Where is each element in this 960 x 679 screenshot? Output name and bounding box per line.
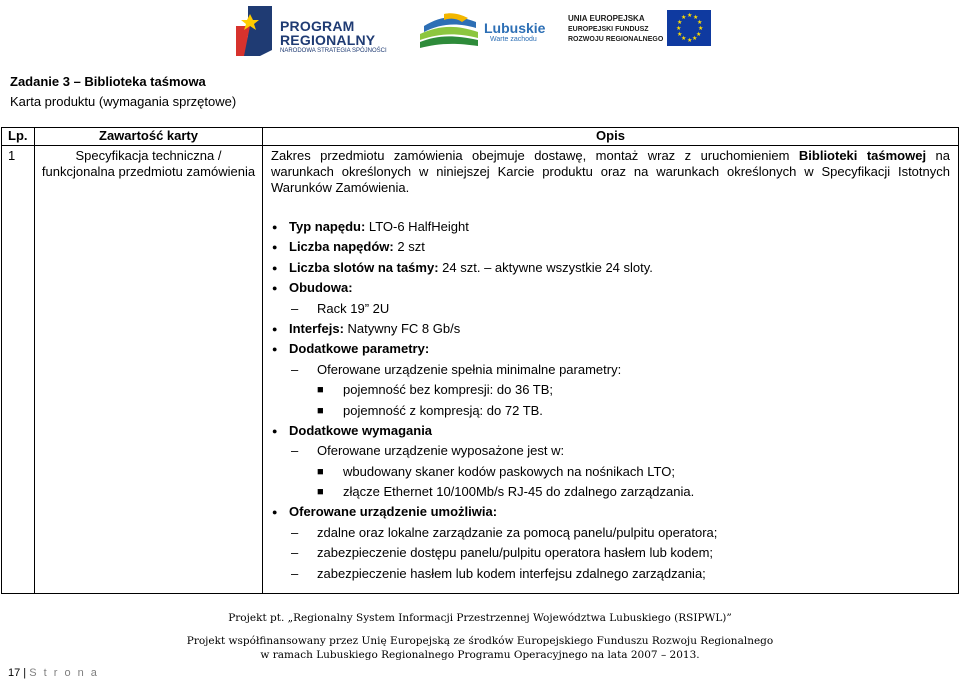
list-item <box>271 401 950 421</box>
list-item-label: Typ napędu: <box>289 219 366 234</box>
list-item-text <box>317 299 389 319</box>
list-item-text <box>289 339 429 359</box>
list-item-label: Liczba napędów: <box>289 239 394 255</box>
page-number-value: 17 <box>8 667 21 679</box>
dash-icon: – <box>291 565 299 581</box>
list-item <box>271 339 950 359</box>
dash-icon: – <box>291 545 299 561</box>
list-item-text <box>289 278 353 298</box>
svg-text:★: ★ <box>681 35 687 42</box>
page-number: 17 | S t r o n a <box>8 667 99 679</box>
list-item-text <box>317 543 713 563</box>
footer-project-title: Projekt pt. „Regionalny System Informacji Przestrzennej Województwa Lubuskiego (RSIPWL)” <box>228 612 732 624</box>
list-item-text <box>317 523 717 543</box>
list-item-value: Oferowane urządzenie wyposażone jest w: <box>317 443 565 459</box>
list-item-value: 24 szt. – aktywne wszystkie 24 sloty. <box>438 259 653 275</box>
list-item-text <box>289 421 432 441</box>
list-item-value: pojemność bez kompresji: do 36 TB; <box>343 382 554 398</box>
list-item-label: Liczba slotów na taśmy: <box>289 259 439 275</box>
list-item-text <box>317 360 621 380</box>
bullet-icon: ● <box>272 242 278 253</box>
list-item <box>271 543 950 563</box>
svg-text:★: ★ <box>687 12 693 19</box>
list-item <box>271 523 950 543</box>
requirements-list <box>271 217 950 584</box>
program-logo-line3: NARODOWA STRATEGIA SPÓJNOŚCI <box>280 48 387 54</box>
list-item <box>271 299 950 319</box>
list-item <box>271 217 950 237</box>
list-item <box>271 319 950 339</box>
list-item <box>271 441 950 461</box>
list-item-label: Obudowa: <box>289 280 353 296</box>
eu-logo <box>568 10 718 50</box>
list-item-value: 2 szt <box>393 239 425 255</box>
document-header <box>10 72 236 112</box>
list-item-label: Oferowane urządzenie umożliwia: <box>289 504 498 520</box>
svg-text:★: ★ <box>696 31 702 38</box>
svg-text:★: ★ <box>697 19 703 26</box>
square-bullet-icon: ■ <box>317 486 324 499</box>
product-card-table <box>1 127 959 594</box>
list-item-text <box>289 217 469 237</box>
program-regionalny-logo <box>236 6 391 58</box>
list-item-text <box>343 462 675 482</box>
intro-text-bold: Biblioteki taśmowej <box>798 148 927 163</box>
square-bullet-icon: ■ <box>317 384 324 397</box>
document-title: Zadanie 3 – Biblioteka taśmowa <box>10 74 206 89</box>
list-item <box>271 421 950 441</box>
list-item <box>271 278 950 298</box>
header-logos <box>0 0 960 60</box>
row-contents <box>35 146 263 594</box>
intro-text-a: Zakres przedmiotu zamówienia obejmuje dostawę, montaż wraz z uruchomieniem <box>271 148 799 163</box>
eu-logo-line1: UNIA EUROPEJSKA <box>568 14 645 23</box>
program-logo-line2: REGIONALNY <box>280 32 376 48</box>
column-header-lp: Lp. <box>2 128 35 146</box>
list-item <box>271 462 950 482</box>
svg-text:★: ★ <box>677 31 683 38</box>
list-item-label: Dodatkowe parametry: <box>289 341 430 357</box>
list-item-text <box>317 564 706 584</box>
svg-text:★: ★ <box>681 14 687 21</box>
list-item-text <box>289 319 460 339</box>
list-item-value: Oferowane urządzenie spełnia minimalne parametry: <box>317 361 622 377</box>
bullet-icon: ● <box>272 222 278 232</box>
list-item-value: zabezpieczenie dostępu panelu/pulpitu operatora hasłem lub kodem; <box>317 545 714 561</box>
list-item <box>271 258 950 278</box>
page-label: S t r o n a <box>29 667 99 679</box>
list-item-text <box>289 237 425 257</box>
program-logo-line1: PROGRAM <box>280 18 355 34</box>
table-header-row <box>2 128 959 146</box>
list-item-text <box>343 401 543 421</box>
eu-flag-icon <box>667 10 711 46</box>
eu-logo-line3: ROZWOJU REGIONALNEGO <box>568 36 664 43</box>
square-bullet-icon: ■ <box>317 465 324 478</box>
lubuskie-logo-tagline: Warte zachodu <box>490 36 537 43</box>
spec-line-2: funkcjonalna przedmiotu zamówienia <box>41 164 256 179</box>
list-item-text <box>317 441 564 461</box>
list-item <box>271 502 950 522</box>
intro-text-b: na warunkach określonych w niniejszej Karcie produktu oraz na warunkach określonych w Specyfikacji Istotnych Warunków Zamówienia. <box>271 148 950 195</box>
list-item <box>271 482 950 502</box>
list-item-text <box>343 380 553 400</box>
bullet-icon: ● <box>272 283 278 294</box>
eu-logo-line2: EUROPEJSKI FUNDUSZ <box>568 26 649 33</box>
bullet-icon: ● <box>272 323 278 334</box>
dash-icon: – <box>291 361 299 377</box>
list-item <box>271 380 950 400</box>
table-row <box>2 146 959 594</box>
list-item-value: zabezpieczenie hasłem lub kodem interfejsu zdalnego zarządzania; <box>317 565 706 581</box>
list-item-value: złącze Ethernet 10/100Mb/s RJ-45 do zdalnego zarządzania. <box>343 484 695 500</box>
program-regionalny-emblem-icon <box>236 6 272 56</box>
list-item <box>271 564 950 584</box>
svg-text:★: ★ <box>687 37 693 44</box>
bullet-icon: ● <box>272 425 278 436</box>
square-bullet-icon: ■ <box>317 404 324 417</box>
row-description <box>263 146 959 594</box>
list-item-text <box>289 258 653 278</box>
column-header-contents: Zawartość karty <box>35 128 263 146</box>
intro-paragraph <box>271 148 950 196</box>
list-item-text <box>289 502 497 522</box>
svg-text:★: ★ <box>676 25 682 32</box>
list-item-value: pojemność z kompresją: do 72 TB. <box>343 402 543 418</box>
list-item-value: Rack 19” 2U <box>317 300 390 316</box>
bullet-icon: ● <box>272 507 278 518</box>
list-item-label: Interfejs: <box>289 320 344 336</box>
lubuskie-emblem-icon <box>418 12 480 50</box>
column-header-description: Opis <box>263 128 959 146</box>
list-item <box>271 237 950 257</box>
footer-program: w ramach Lubuskiego Regionalnego Programu Operacyjnego na lata 2007 – 2013. <box>260 649 700 661</box>
bullet-icon: ● <box>272 344 278 355</box>
lubuskie-logo-name: Lubuskie <box>484 20 546 36</box>
list-item <box>271 360 950 380</box>
dash-icon: – <box>291 300 299 316</box>
spec-line-1: Specyfikacja techniczna / <box>75 148 222 163</box>
svg-text:★: ★ <box>693 14 699 21</box>
svg-text:★: ★ <box>677 19 683 26</box>
dash-icon: – <box>291 524 299 540</box>
dash-icon: – <box>291 443 299 459</box>
lubuskie-logo <box>418 8 548 54</box>
document-subtitle: Karta produktu (wymagania sprzętowe) <box>10 94 237 109</box>
list-item-label: Dodatkowe wymagania <box>289 422 433 438</box>
svg-text:★: ★ <box>692 35 698 42</box>
bullet-icon: ● <box>272 262 278 273</box>
list-item-value: Natywny FC 8 Gb/s <box>343 320 461 336</box>
row-number: 1 <box>2 146 35 594</box>
list-item-value: zdalne oraz lokalne zarządzanie za pomocą panelu/pulpitu operatora; <box>317 524 718 540</box>
svg-text:★: ★ <box>698 25 704 32</box>
list-item-text <box>343 482 694 502</box>
list-item-value: LTO-6 HalfHeight <box>365 219 469 234</box>
list-item-value: wbudowany skaner kodów paskowych na nośnikach LTO; <box>343 463 675 479</box>
footer-cofinancing: Projekt współfinansowany przez Unię Europejską ze środków Europejskiego Funduszu Rozwoju Regionalnego <box>186 635 774 647</box>
